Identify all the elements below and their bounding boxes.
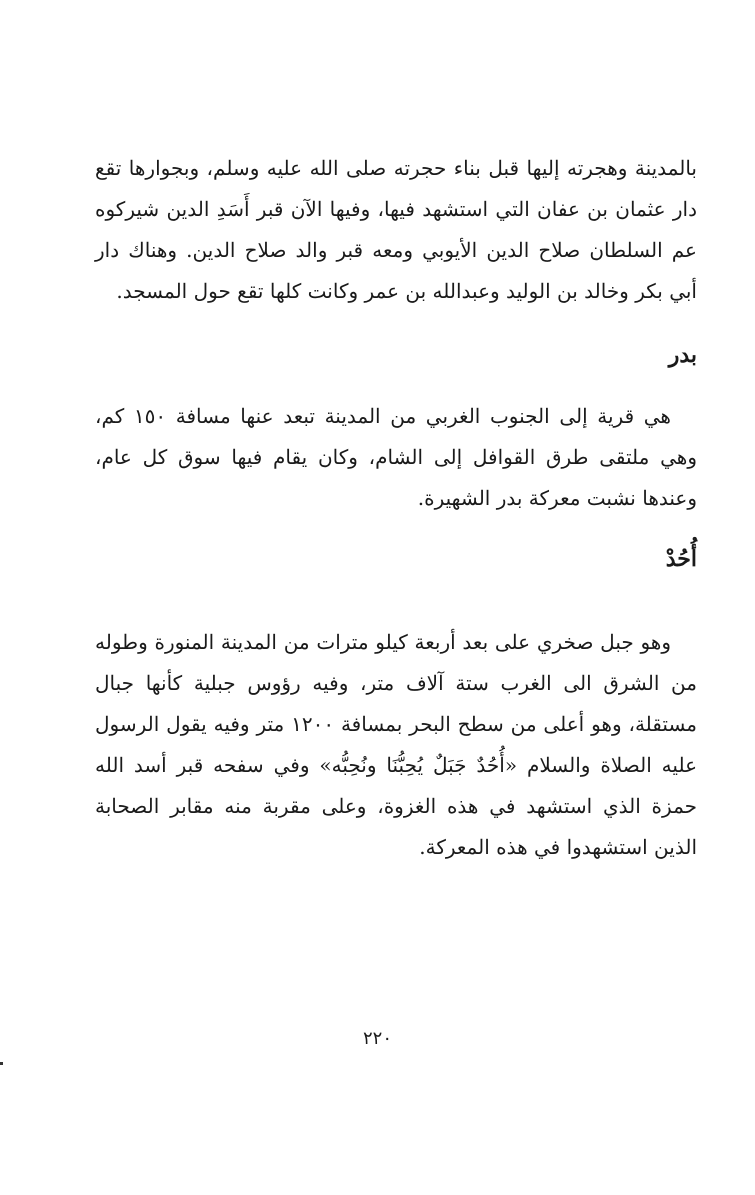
section-paragraph-uhud: وهو جبل صخري على بعد أربعة كيلو مترات من المدينة المنورة وطوله من الشرق الى الغرب ستة آلاف متر، وفيه رؤوس جبلية كأنها جبال مستقلة، وهو أعلى من سطح البحر بمسافة ١٢٠٠ متر وفيه يقول الرسول عليه الصلاة والسلام «أُحُدٌ جَبَلٌ يُحِبُّنَا ونُحِبُّه» وفي سفحه قبر أسد الله حمزة الذي استشهد في هذه الغزوة، وعلى مقربة منه مقابر الصحابة الذين استشهدوا في هذه المعركة. [95,630,697,859]
intro-paragraph: بالمدينة وهجرته إليها قبل بناء حجرته صلى الله عليه وسلم، وبجوارها تقع دار عثمان بن عفان التي استشهد فيها، وفيها الآن قبر أَسَدِ الدين شيركوه عم السلطان صلاح الدين الأيوبي ومعه قبر والد صلاح الدين. وهناك دار أبي بكر وخالد بن الوليد وعبدالله بن عمر وكانت كلها تقع حول المسجد. [95,156,697,303]
section-heading-badr: بدر [668,342,697,368]
section-paragraph-block-uhud [95,622,697,868]
intro-paragraph-block [95,148,697,312]
scan-edge-mark [0,1062,3,1065]
section-heading-uhud: أُحُدْ [665,546,697,572]
page-number: ٢٢٠ [362,1028,392,1049]
section-paragraph-block-badr [95,396,697,519]
section-paragraph-badr: هي قرية إلى الجنوب الغربي من المدينة تبعد عنها مسافة ١٥٠ كم، وهي ملتقى طرق القوافل إلى الشام، وكان يقام فيها سوق كل عام، وعندها نشبت معركة بدر الشهيرة. [95,404,697,510]
